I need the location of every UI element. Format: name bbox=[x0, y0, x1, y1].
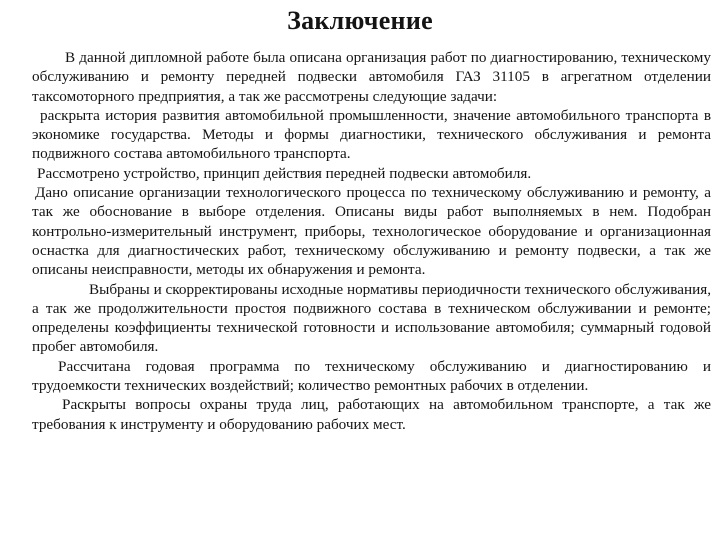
paragraph-standards: Выбраны и скорректированы исходные нормативы периодичности технического обслуживания, а так же продолжительности простоя подвижного состава в техническом обслуживании и ремонте; определены коэффициенты технической готовности и использование автомобиля; суммарный годовой пробег автомобиля. bbox=[32, 280, 711, 356]
paragraph-process-organization: Дано описание организации технологического процесса по техническому обслуживанию и ремонту, а так же обоснование в выборе отделения. Описаны виды работ выполняемых в нем. Подобран контрольно-измерительный инструмент, приборы, технологическое оборудование и организационная оснастка для диагностических работ, техническому обслуживанию и ремонту подвески, а так же описаны неисправности, методы их обнаружения и ремонта. bbox=[32, 184, 711, 279]
document-body bbox=[32, 48, 711, 434]
page-title: Заключение bbox=[287, 6, 433, 35]
paragraph-annual-program: Рассчитана годовая программа по техническому обслуживанию и диагностированию и трудоемкости технических воздействий; количество ремонтных рабочих в отделении. bbox=[32, 357, 711, 395]
paragraph-labor-safety: Раскрыты вопросы охраны труда лиц, работающих на автомобильном транспорте, а так же требования к инструменту и оборудованию рабочих мест. bbox=[32, 396, 711, 433]
paragraph-history: раскрыта история развития автомобильной промышленности, значение автомобильного транспорта в экономике государства. Методы и формы диагностики, технического обслуживания и ремонта подвижного состава автомобильного транспорта. bbox=[32, 106, 711, 163]
paragraph-suspension-design: Рассмотрено устройство, принцип действия передней подвески автомобиля. bbox=[37, 164, 532, 182]
paragraph-intro: В данной дипломной работе была описана организация работ по диагностированию, техническому обслуживанию и ремонту передней подвески автомобиля ГАЗ 31105 в агрегатном отделении таксомоторного предприятия, а так же рассмотрены следующие задачи: bbox=[32, 49, 711, 105]
